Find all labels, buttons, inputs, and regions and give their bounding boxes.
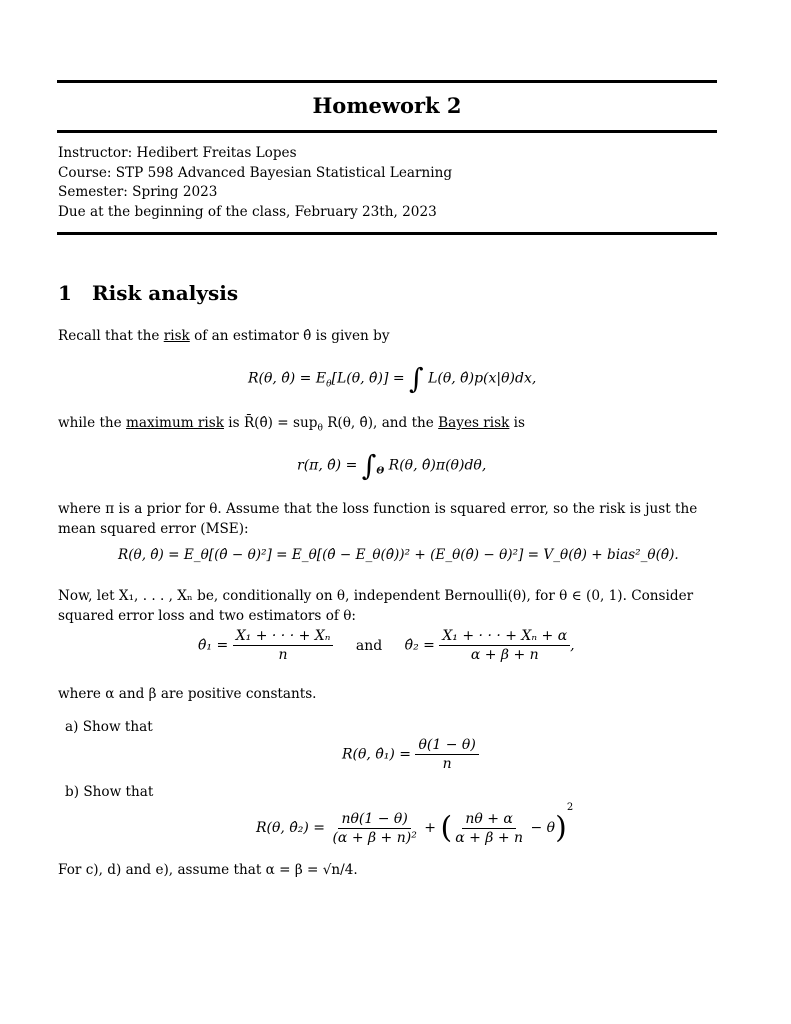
mse-equation: R(θ, θ̂) = E_θ[(θ̂ − θ)²] = E_θ[(θ̂ − E_θ(θ̂))² + (E_θ(θ̂) − θ)²] = V_θ(θ̂) + bias²_θ(θ̂).: [118, 547, 679, 563]
and-word: and: [355, 637, 383, 654]
risk-eq-lhs: R(θ, θ̂) = E: [248, 370, 327, 387]
assume-paragraph: For c), d) and e), assume that α = β = √n/4.: [58, 862, 358, 878]
b-fraction-2: [452, 811, 526, 846]
right-paren: ): [555, 810, 567, 846]
integral-sign: ∫: [409, 362, 424, 395]
theta1-lhs: θ̂₁ =: [198, 637, 229, 654]
bayes-eq-lhs: r(π, θ̂) =: [297, 457, 362, 474]
theta1-denominator: n: [278, 647, 288, 663]
title-bottom-rule: [57, 130, 717, 133]
left-paren: (: [440, 810, 453, 846]
page-title: Homework 2: [312, 93, 462, 118]
while-text-a: while the: [58, 415, 127, 431]
theta1-numerator: X₁ + · · · + Xₙ: [233, 628, 334, 646]
estimators-equation: [198, 628, 575, 663]
semester-line: Semester: Spring 2023: [58, 184, 218, 200]
a-eq-lhs: R(θ, θ̂₁) =: [342, 746, 412, 763]
risk-eq-mid: [L(θ, θ̂)] =: [331, 370, 410, 387]
section-number: 1: [58, 281, 72, 305]
risk-term: risk: [163, 328, 190, 344]
item-b-equation: [256, 802, 573, 846]
while-paragraph: [58, 413, 718, 439]
b-denominator-1: (α + β + n)²: [332, 829, 417, 846]
recall-paragraph: [58, 326, 718, 346]
risk-eq-rhs: L(θ, θ̂)p(x|θ)dx,: [428, 370, 537, 387]
section-title: Risk analysis: [92, 281, 239, 305]
now-let-paragraph: Now, let X₁, . . . , Xₙ be, conditionally on θ, independent Bernoulli(θ), for θ ∈ (0, 1). Consider squared error loss and two estimators of θ:: [58, 588, 694, 624]
theta2-lhs: θ̂₂ =: [404, 637, 435, 654]
where-alpha-paragraph: where α and β are positive constants.: [58, 686, 317, 702]
bayes-risk-term: Bayes risk: [438, 415, 510, 431]
b-eq-lhs: R(θ, θ̂₂) =: [256, 820, 326, 836]
b-numerator-1: nθ(1 − θ): [338, 811, 410, 829]
meta-bottom-rule: [57, 232, 717, 235]
a-denominator: n: [442, 756, 452, 772]
b-numerator-2: nθ + α: [462, 811, 516, 829]
recall-text-b: of an estimator θ̂ is given by: [189, 328, 390, 344]
while-text-b: is R̄(θ̂) = sup: [223, 415, 318, 431]
b-denominator-2: α + β + n: [455, 829, 524, 846]
theta2-fraction: [439, 628, 570, 663]
item-a-label: a) Show that: [65, 719, 153, 735]
a-fraction: [415, 737, 478, 772]
item-a-equation: [342, 737, 479, 772]
risk-eq-sub: θ: [326, 379, 332, 390]
while-text-c: R(θ, θ̂), and the: [322, 415, 439, 431]
theta2-tail: ,: [570, 637, 575, 654]
b-plus: +: [424, 820, 437, 836]
course-line: Course: STP 598 Advanced Bayesian Statistical Learning: [58, 164, 453, 181]
b-fraction-1: [329, 811, 419, 846]
theta1-fraction: [233, 628, 334, 663]
theta2-numerator: X₁ + · · · + Xₙ + α: [439, 628, 570, 646]
recall-text-a: Recall that the: [58, 328, 164, 344]
bayes-risk-equation: [297, 449, 486, 482]
due-line: Due at the beginning of the class, February 23th, 2023: [58, 203, 437, 220]
while-text-d: is: [509, 415, 526, 431]
b-minus-theta: − θ: [530, 820, 556, 836]
sup-subscript: θ: [317, 423, 323, 434]
item-b-label: b) Show that: [65, 784, 154, 800]
bayes-integral-sign: ∫: [361, 449, 377, 482]
theta2-denominator: α + β + n: [470, 647, 539, 663]
instructor-line: Instructor: Hedibert Freitas Lopes: [58, 145, 297, 161]
course-info: [58, 144, 452, 222]
b-square: 2: [566, 802, 574, 813]
bayes-eq-rhs: R(θ, θ̂)π(θ)dθ,: [388, 457, 487, 474]
bayes-integral-domain: Θ: [376, 466, 385, 477]
a-numerator: θ(1 − θ): [415, 737, 478, 755]
section-heading: [58, 281, 238, 305]
maximum-risk-term: maximum risk: [126, 415, 224, 431]
risk-equation: [248, 362, 536, 395]
where-pi-paragraph: where π is a prior for θ. Assume that the loss function is squared error, so the risk is just the mean squared error (MSE):: [58, 501, 698, 537]
top-rule: [57, 80, 717, 83]
